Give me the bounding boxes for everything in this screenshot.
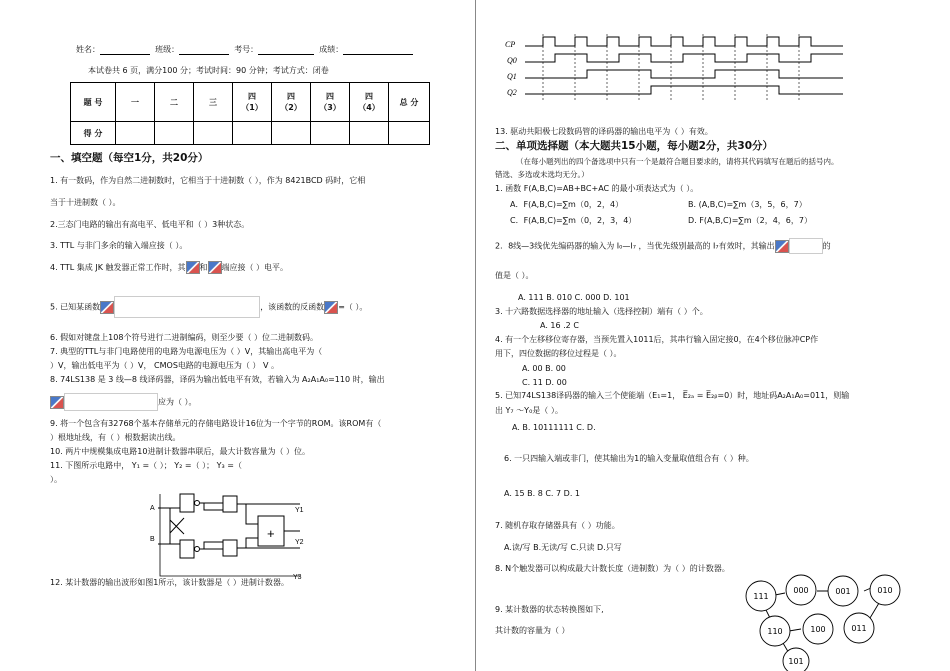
header-fields xyxy=(76,44,413,55)
q9-line1: 9. 将一个包含有32768个基本存储单元的存储电路设计16位为一个字节的ROM。该ROM有（ xyxy=(50,419,382,428)
name-label: 姓名： xyxy=(76,45,100,54)
choice8: 8. N个触发器可以构成最大计数长度（进制数）为（ ）的计数器。 xyxy=(495,564,730,573)
choice7-options: A.读/写 B.无读/写 C.只读 D.只写 xyxy=(504,543,622,552)
formula-image xyxy=(208,261,222,274)
score-table-header-row xyxy=(71,83,430,122)
choice9-line2: 其计数的容量为（ ） xyxy=(495,626,570,635)
formula-box xyxy=(114,296,260,318)
section2-title: 二、单项选择题（本大题共15小题，每小题2分，共30分） xyxy=(495,140,774,152)
choice2-options: A. 111 B. 010 C. 000 D. 101 xyxy=(518,293,630,302)
name-blank[interactable] xyxy=(100,45,150,55)
exam-info: 本试卷共 6 页，满分100 分；考试时间：90 分钟；考试方式：闭卷 xyxy=(88,66,329,75)
choice5-line1: 5. 已知74LS138译码器的输入三个使能端（E₁=1， E̅₂ₐ = E̅₂ᵦ=0）时，地址码A₂A₁A₀=011，则输 xyxy=(495,391,850,400)
state-label: 010 xyxy=(877,586,893,595)
score-cell: 二 xyxy=(155,83,194,122)
choice1-option-b: B. (A,B,C)=∑m（3，5，6，7） xyxy=(688,200,807,209)
state-label: 000 xyxy=(793,586,809,595)
state-label: 001 xyxy=(835,587,851,596)
q12: 12. 某计数器的输出波形如图1所示，该计数器是（ ）进制计数器。 xyxy=(50,578,289,587)
choice1: 1. 函数 F(A,B,C)=AB+BC+AC 的最小项表达式为（ ）。 xyxy=(495,184,699,193)
state-label: 101 xyxy=(788,657,804,666)
xor-gate-symbol: + xyxy=(267,526,275,541)
score-cell: 总 分 xyxy=(389,83,430,122)
waveform-diagram xyxy=(503,30,848,104)
choice5-options: A. B. 10111111 C. D. xyxy=(512,423,596,432)
circuit-output-y2: Y2 xyxy=(295,539,304,546)
choice3: 3. 十六路数据选择器的地址输入（选择控制）端有（ ）个。 xyxy=(495,307,708,316)
score-cell: 题 号 xyxy=(71,83,116,122)
q7-line2: ）V，输出低电平为（ ）V， CMOS电路的电源电压为（ ） V 。 xyxy=(50,361,279,370)
formula-image xyxy=(186,261,200,274)
q13: 13. 驱动共阳极七段数码管的译码器的输出电平为（ ）有效。 xyxy=(495,127,713,136)
q1-line2: 当于十进制数（ ）。 xyxy=(50,198,121,207)
score-cell: 四 （2） xyxy=(272,83,311,122)
formula-box xyxy=(64,393,158,411)
state-label: 011 xyxy=(851,624,867,633)
circuit-output-y3: Y3 xyxy=(293,574,302,581)
q9-line2: ）根地址线，有（ ）根数据读出线。 xyxy=(50,433,181,442)
score-blank[interactable] xyxy=(343,45,413,55)
choice1-option-a: A．F(A,B,C)=∑m（0，2，4） xyxy=(510,200,624,209)
choice4-options-2: C. 11 D. 00 xyxy=(522,378,567,387)
choice2-line1: 2．8线—3线优先编码器的输入为 I₀—I₇ ，当优先级别最高的 I₇有效时，其输出 的 xyxy=(495,238,831,254)
waveform-label-q2: Q2 xyxy=(507,88,517,97)
q11-line2: ）。 xyxy=(50,475,62,484)
score-input-cell[interactable] xyxy=(194,122,233,145)
score-cell: 三 xyxy=(194,83,233,122)
score-input-cell[interactable] xyxy=(389,122,430,145)
score-cell: 四 （3） xyxy=(311,83,350,122)
waveform-label-q0: Q0 xyxy=(507,56,517,65)
class-blank[interactable] xyxy=(179,45,229,55)
q3: 3. TTL 与非门多余的输入端应接（ ）。 xyxy=(50,241,188,250)
q8-line2: 应为（ ）。 xyxy=(50,393,197,411)
exam-no-blank[interactable] xyxy=(258,45,314,55)
q11-line1: 11. 下图所示电路中， Y₁ =（ ）； Y₂ =（ ）； Y₃ =（ xyxy=(50,461,242,470)
formula-image xyxy=(324,301,338,314)
choice5-line2: 出 Y₇ ～Y₀是（ ）。 xyxy=(495,406,563,415)
choice2-line2: 值是（ ）。 xyxy=(495,271,534,280)
score-input-cell[interactable] xyxy=(116,122,155,145)
score-input-cell[interactable] xyxy=(311,122,350,145)
waveform-label-q1: Q1 xyxy=(507,72,517,81)
score-input-cell[interactable] xyxy=(350,122,389,145)
choice3-options: A. 16 .2 C xyxy=(540,321,579,330)
state-label: 111 xyxy=(753,592,769,601)
choice4-options-1: A. 00 B. 00 xyxy=(522,364,566,373)
q1-line1: 1. 有一数码，作为自然二进制数时，它相当于十进制数（ ），作为 8421BCD 码时，它相 xyxy=(50,176,366,185)
score-input-cell[interactable] xyxy=(155,122,194,145)
q2: 2.三态门电路的输出有高电平、低电平和（ ）3种状态。 xyxy=(50,220,250,229)
score-input-cell[interactable] xyxy=(272,122,311,145)
choice1-option-d: D. F(A,B,C)=∑m（2，4，6，7） xyxy=(688,216,812,225)
choice4-line1: 4. 有一个左移移位寄存器，当预先置入1011后，其串行输入固定接0，在4个移位脉冲CP作 xyxy=(495,335,819,344)
circuit-input-b: B xyxy=(150,536,155,543)
state-label: 110 xyxy=(767,627,783,636)
q5: 5. 已知某函数 ，该函数的反函数 =（ ）。 xyxy=(50,296,367,318)
state-transition-diagram xyxy=(735,568,905,671)
state-label: 100 xyxy=(810,625,826,634)
exam-no-label: 考号： xyxy=(234,45,259,54)
q10: 10. 两片中规模集成电路10进制计数器串联后，最大计数容量为（ ）位。 xyxy=(50,447,310,456)
q4: 4. TTL 集成 JK 触发器正常工作时，其 和 端应接（ ）电平。 xyxy=(50,263,289,272)
score-cell: 一 xyxy=(116,83,155,122)
choice4-line2: 用下，四位数据的移位过程是（ ）。 xyxy=(495,349,622,358)
choice1-option-c: C．F(A,B,C)=∑m（0，2，3，4） xyxy=(510,216,637,225)
score-table-score-row xyxy=(71,122,430,145)
score-cell: 得 分 xyxy=(71,122,116,145)
score-table xyxy=(70,82,430,145)
class-label: 班级： xyxy=(155,45,180,54)
q7-line1: 7. 典型的TTL与非门电路使用的电路为电源电压为（ ）V，其输出高电平为（ xyxy=(50,347,323,356)
formula-image xyxy=(775,240,789,253)
column-divider xyxy=(475,0,476,671)
circuit-output-y1: Y1 xyxy=(295,507,304,514)
score-cell: 四 （1） xyxy=(233,83,272,122)
q8-line1: 8. 74LS138 是 3 线—8 线译码器，译码为输出低电平有效，若输入为 A₂A₁A₀=110 时，输出 xyxy=(50,375,385,384)
circuit-input-a: A xyxy=(150,505,155,512)
section2-note-line1: （在每小题列出的四个备选项中只有一个是最符合题目要求的，请将其代码填写在题后的括号内。 xyxy=(516,157,839,166)
formula-image xyxy=(50,396,64,409)
q6: 6. 假如对键盘上108个符号进行二进制编码，则至少要（ ）位二进制数码。 xyxy=(50,333,318,342)
score-input-cell[interactable] xyxy=(233,122,272,145)
formula-box xyxy=(789,238,823,254)
score-cell: 四 （4） xyxy=(350,83,389,122)
score-label: 成绩： xyxy=(319,45,344,54)
logic-circuit-diagram xyxy=(140,488,320,584)
choice7: 7. 随机存取存储器具有（ ）功能。 xyxy=(495,521,620,530)
choice9-line1: 9. 某计数器的状态转换图如下, xyxy=(495,605,604,614)
section2-note-line2: 错选、多选或未选均无分。） xyxy=(495,170,589,179)
choice6-options: A. 15 B. 8 C. 7 D. 1 xyxy=(504,489,580,498)
waveform-label-cp: CP xyxy=(505,40,516,49)
section1-title: 一、填空题（每空1分，共20分） xyxy=(50,152,209,164)
choice6: 6. 一只四输入端或非门，使其输出为1的输入变量取值组合有（ ）种。 xyxy=(504,454,754,463)
formula-image xyxy=(100,301,114,314)
